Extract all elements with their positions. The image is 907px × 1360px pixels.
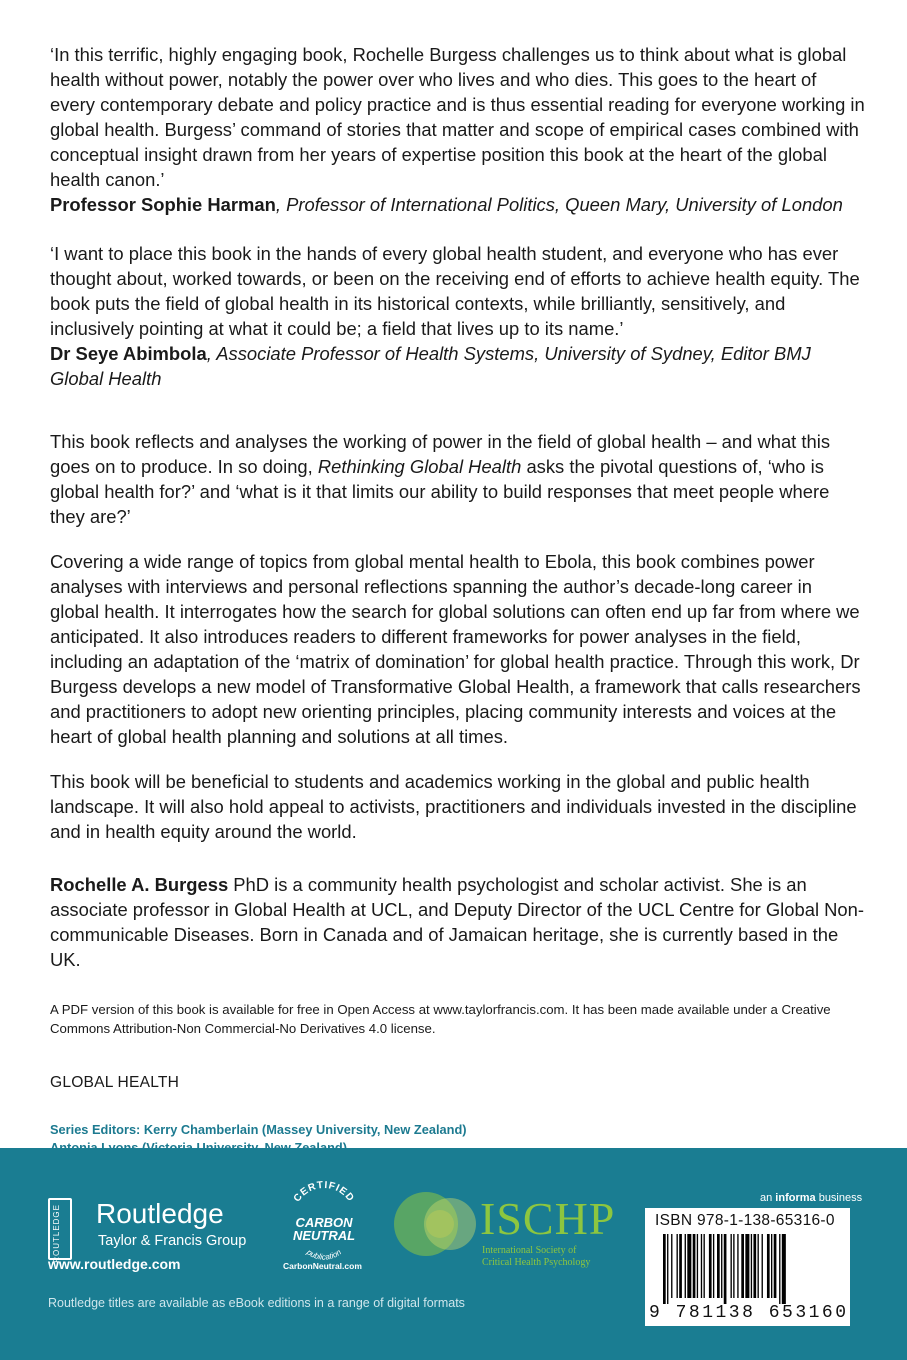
barcode-bar xyxy=(713,1234,714,1298)
ischp-subtitle: International Society of Critical Health Psychology xyxy=(482,1245,591,1268)
carbon-line-1: CARBON xyxy=(295,1215,353,1230)
series-editors: Series Editors: Kerry Chamberlain (Massey University, New Zealand) xyxy=(50,1122,467,1137)
description-paragraph-2: Covering a wide range of topics from global mental health to Ebola, this book combines power analyses with interviews and personal reflections spanning the author’s decade-long career in global health. It interrogates how the search for global solutions can often end up far from where we anticipated. It also introduces readers to different frameworks for power analyses in the field, including an adaptation of the ‘matrix of domination’ for global health practice. Through this work, Dr Burgess develops a new model of Transformative Global Health, a framework that calls researchers and practitioners to adopt new orienting principles, placing community interests and voices at the heart of global health planning and solutions at all times. xyxy=(50,551,861,747)
description-paragraph-3: This book will be beneficial to students and academics working in the global and public health landscape. It will also hold appeal to activists, practitioners and individuals invested in the discipline and in health equity around the world. xyxy=(50,771,857,842)
barcode-bar xyxy=(663,1234,666,1304)
barcode-bar xyxy=(753,1234,756,1298)
endorser-name: Professor Sophie Harman xyxy=(50,194,276,215)
carbon-publication-text: publication xyxy=(305,1247,343,1262)
barcode-bar xyxy=(767,1234,770,1298)
author-bio: Rochelle A. Burgess PhD is a community health psychologist and scholar activist. She is an associate professor in Global Health at UCL, and Deputy Director of the UCL Centre for Global Non-communicable Diseases. Born in Canada and of Jamaican heritage, she is currently based in the UK. xyxy=(50,874,865,970)
barcode-bar xyxy=(741,1234,744,1298)
carbon-line-2: NEUTRAL xyxy=(292,1228,356,1243)
author-name: Rochelle A. Burgess xyxy=(50,874,229,895)
isbn-number: ISBN 978-1-138-65316-0 xyxy=(655,1212,835,1229)
subject-category: GLOBAL HEALTH xyxy=(50,1074,180,1091)
svg-text:publication xyxy=(304,1247,343,1262)
barcode-bar xyxy=(701,1234,702,1298)
isbn-barcode xyxy=(645,1208,850,1326)
carbon-certified-text: CERTIFIED xyxy=(291,1180,357,1205)
endorser-affiliation: , Associate Professor of Health Systems, University of Sydney, Editor BMJ Global Health xyxy=(50,343,811,389)
barcode-bar xyxy=(667,1234,668,1304)
barcode-bar xyxy=(762,1234,763,1298)
ebook-note: Routledge titles are available as eBook editions in a range of digital formats xyxy=(48,1296,465,1310)
publisher-group: Taylor & Francis Group xyxy=(98,1233,247,1249)
barcode-digits: 9 781138 653160 xyxy=(649,1303,849,1323)
quote-text: ‘In this terrific, highly engaging book, Rochelle Burgess challenges us to think about what is global health without power, notably the power over who lives and who dies. This goes to the heart of every contemporary debate and policy practice and is thus essential reading for everyone working in global health. Burgess’ command of stories that matter and scope of empirical cases combined with conceptual insight drawn from her years of expertise position this book at the heart of the global health canon.’ xyxy=(50,44,865,190)
carbon-neutral-url: CarbonNeutral.com xyxy=(283,1261,362,1271)
barcode-bar xyxy=(685,1234,686,1298)
barcode-bar xyxy=(745,1234,749,1298)
informa-line: an informa business xyxy=(760,1192,863,1204)
routledge-logo-mark: ROUTLEDGE xyxy=(48,1198,72,1260)
svg-text:CERTIFIED xyxy=(292,1180,356,1204)
carbon-neutral-logo xyxy=(280,1180,368,1272)
endorsement-quote-1 xyxy=(50,42,865,217)
quote-text: ‘I want to place this book in the hands of every global health student, and everyone who has ever thought about, worked towards, or been on the receiving end of efforts to achieve health equity. The book puts the field of global health in its historical contexts, while brilliantly, sensitively, and inclusively pointing at what it could be; a field that lives up to its name.’ xyxy=(50,243,860,339)
ischp-name: ISCHP xyxy=(480,1193,616,1244)
barcode-bar xyxy=(721,1234,722,1298)
publisher-name: Routledge xyxy=(96,1198,224,1229)
barcode-bar xyxy=(751,1234,752,1298)
barcode-bars xyxy=(663,1234,847,1304)
barcode-bar xyxy=(737,1234,738,1298)
barcode-bar xyxy=(731,1234,732,1298)
endorser-affiliation: , Professor of International Politics, Queen Mary, University of London xyxy=(275,194,843,215)
barcode-bar xyxy=(717,1234,720,1298)
barcode-bar xyxy=(697,1234,698,1298)
endorsement-quote-2 xyxy=(50,241,865,391)
barcode-bar xyxy=(671,1234,672,1298)
barcode-bar xyxy=(758,1234,759,1298)
description-paragraph-1: This book reflects and analyses the working of power in the field of global health – and what this goes on to produce. In so doing, Rethinking Global Health asks the pivotal questions of, ‘who is global health for?’ and ‘what is it that limits our ability to build responses that meet people where they are?’ xyxy=(50,431,831,527)
barcode-bar xyxy=(679,1234,682,1298)
barcode-bar xyxy=(779,1234,780,1304)
ischp-circles-logo xyxy=(392,1186,482,1262)
barcode-bar xyxy=(774,1234,777,1298)
book-title: Rethinking Global Health xyxy=(317,456,522,477)
barcode-bar xyxy=(733,1234,734,1298)
barcode-bar xyxy=(709,1234,712,1298)
barcode-bar xyxy=(782,1234,786,1304)
barcode-bar xyxy=(687,1234,691,1298)
back-cover-text xyxy=(50,42,865,1157)
open-access-note: A PDF version of this book is available for free in Open Access at www.taylorfrancis.com. It has been made available under a Creative Commons Attribution-Non Commercial-No Derivatives 4.0 license. xyxy=(50,1002,831,1036)
barcode-bar xyxy=(704,1234,705,1298)
endorser-name: Dr Seye Abimbola xyxy=(50,343,207,364)
barcode-bar xyxy=(771,1234,772,1298)
barcode-bar xyxy=(724,1234,727,1304)
publisher-url: www.routledge.com xyxy=(48,1256,181,1272)
barcode-bar xyxy=(693,1234,696,1298)
barcode-bar xyxy=(677,1234,678,1298)
